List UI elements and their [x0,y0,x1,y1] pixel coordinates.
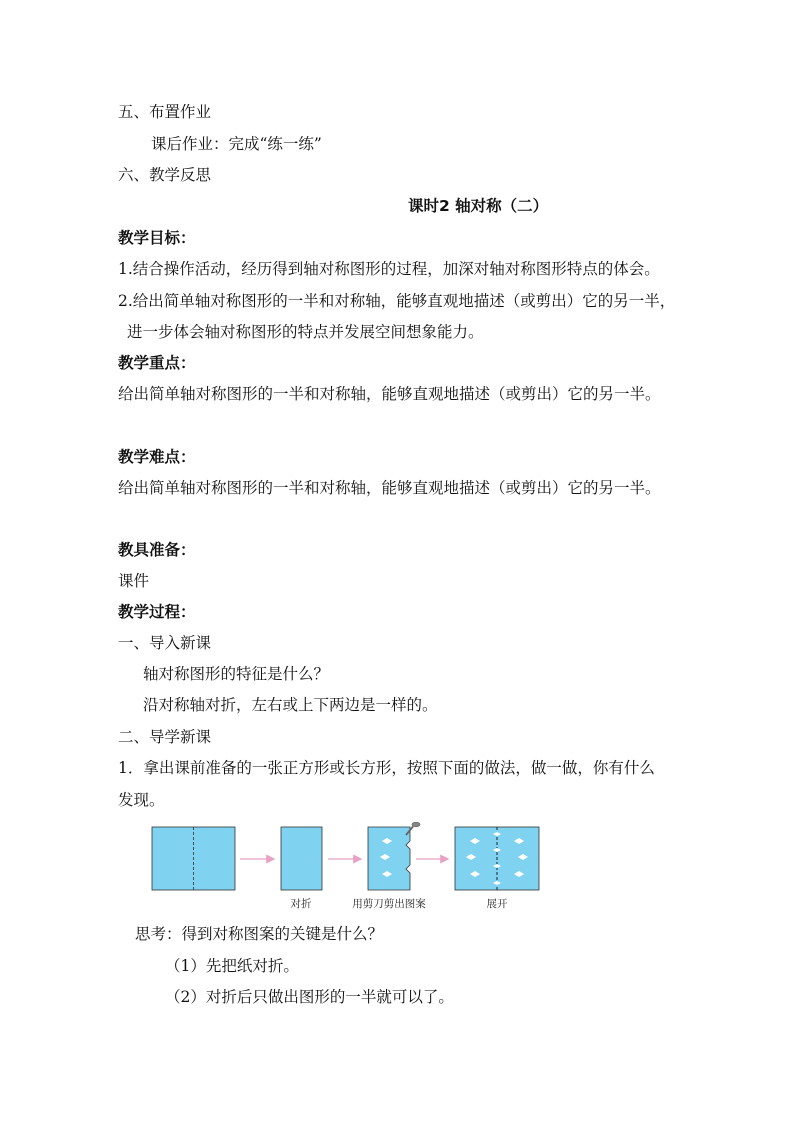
homework-text: 课后作业：完成“练一练” [151,135,322,153]
materials-text: 课件 [118,572,150,590]
thinking-answer-2: （2）对折后只做出图形的一半就可以了。 [165,988,454,1006]
thinking-answer-1: （1）先把纸对折。 [165,957,299,975]
part-1-heading: 一、导入新课 [118,634,212,652]
objectives-label: 教学目标： [118,229,196,247]
objective-2-line-2: 进一步体会轴对称图形的特点并发展空间想象能力。 [127,323,484,341]
objective-2-line-1: 2.给出简单轴对称图形的一半和对称轴，能够直观地描述（或剪出）它的另一半， [118,292,676,310]
key-points-label: 教学重点： [118,354,196,372]
caption-unfold: 展开 [486,898,508,910]
section-6-heading: 六、教学反思 [118,166,212,184]
caption-fold: 对折 [290,898,312,910]
lesson-title: 课时2 轴对称（二） [408,197,549,215]
objective-1: 1.结合操作活动，经历得到轴对称图形的过程，加深对轴对称图形特点的体会。 [118,260,660,278]
key-points-text: 给出简单轴对称图形的一半和对称轴，能够直观地描述（或剪出）它的另一半。 [118,385,661,403]
part-2-heading: 二、导学新课 [118,728,212,746]
difficulties-text: 给出简单轴对称图形的一半和对称轴，能够直观地描述（或剪出）它的另一半。 [118,479,661,497]
part-1-question: 轴对称图形的特征是什么？ [143,665,330,683]
part-1-answer: 沿对称轴对折，左右或上下两边是一样的。 [143,696,438,714]
difficulties-label: 教学难点： [118,448,196,466]
folding-cutting-figure [148,822,548,914]
full-paper [152,827,235,890]
step-1-line-1: 1．拿出课前准备的一张正方形或长方形，按照下面的做法，做一做，你有什么 [118,759,655,777]
unfolded-paper [455,827,539,890]
materials-label: 教具准备： [118,541,196,559]
step-1-line-2: 发现。 [118,791,165,809]
caption-cut: 用剪刀剪出图案 [352,898,426,910]
thinking-question: 思考：得到对称图案的关键是什么？ [135,925,384,943]
cut-paper [368,822,420,890]
process-label: 教学过程： [118,603,196,621]
folded-paper [281,827,322,890]
section-5-heading: 五、布置作业 [118,103,212,121]
